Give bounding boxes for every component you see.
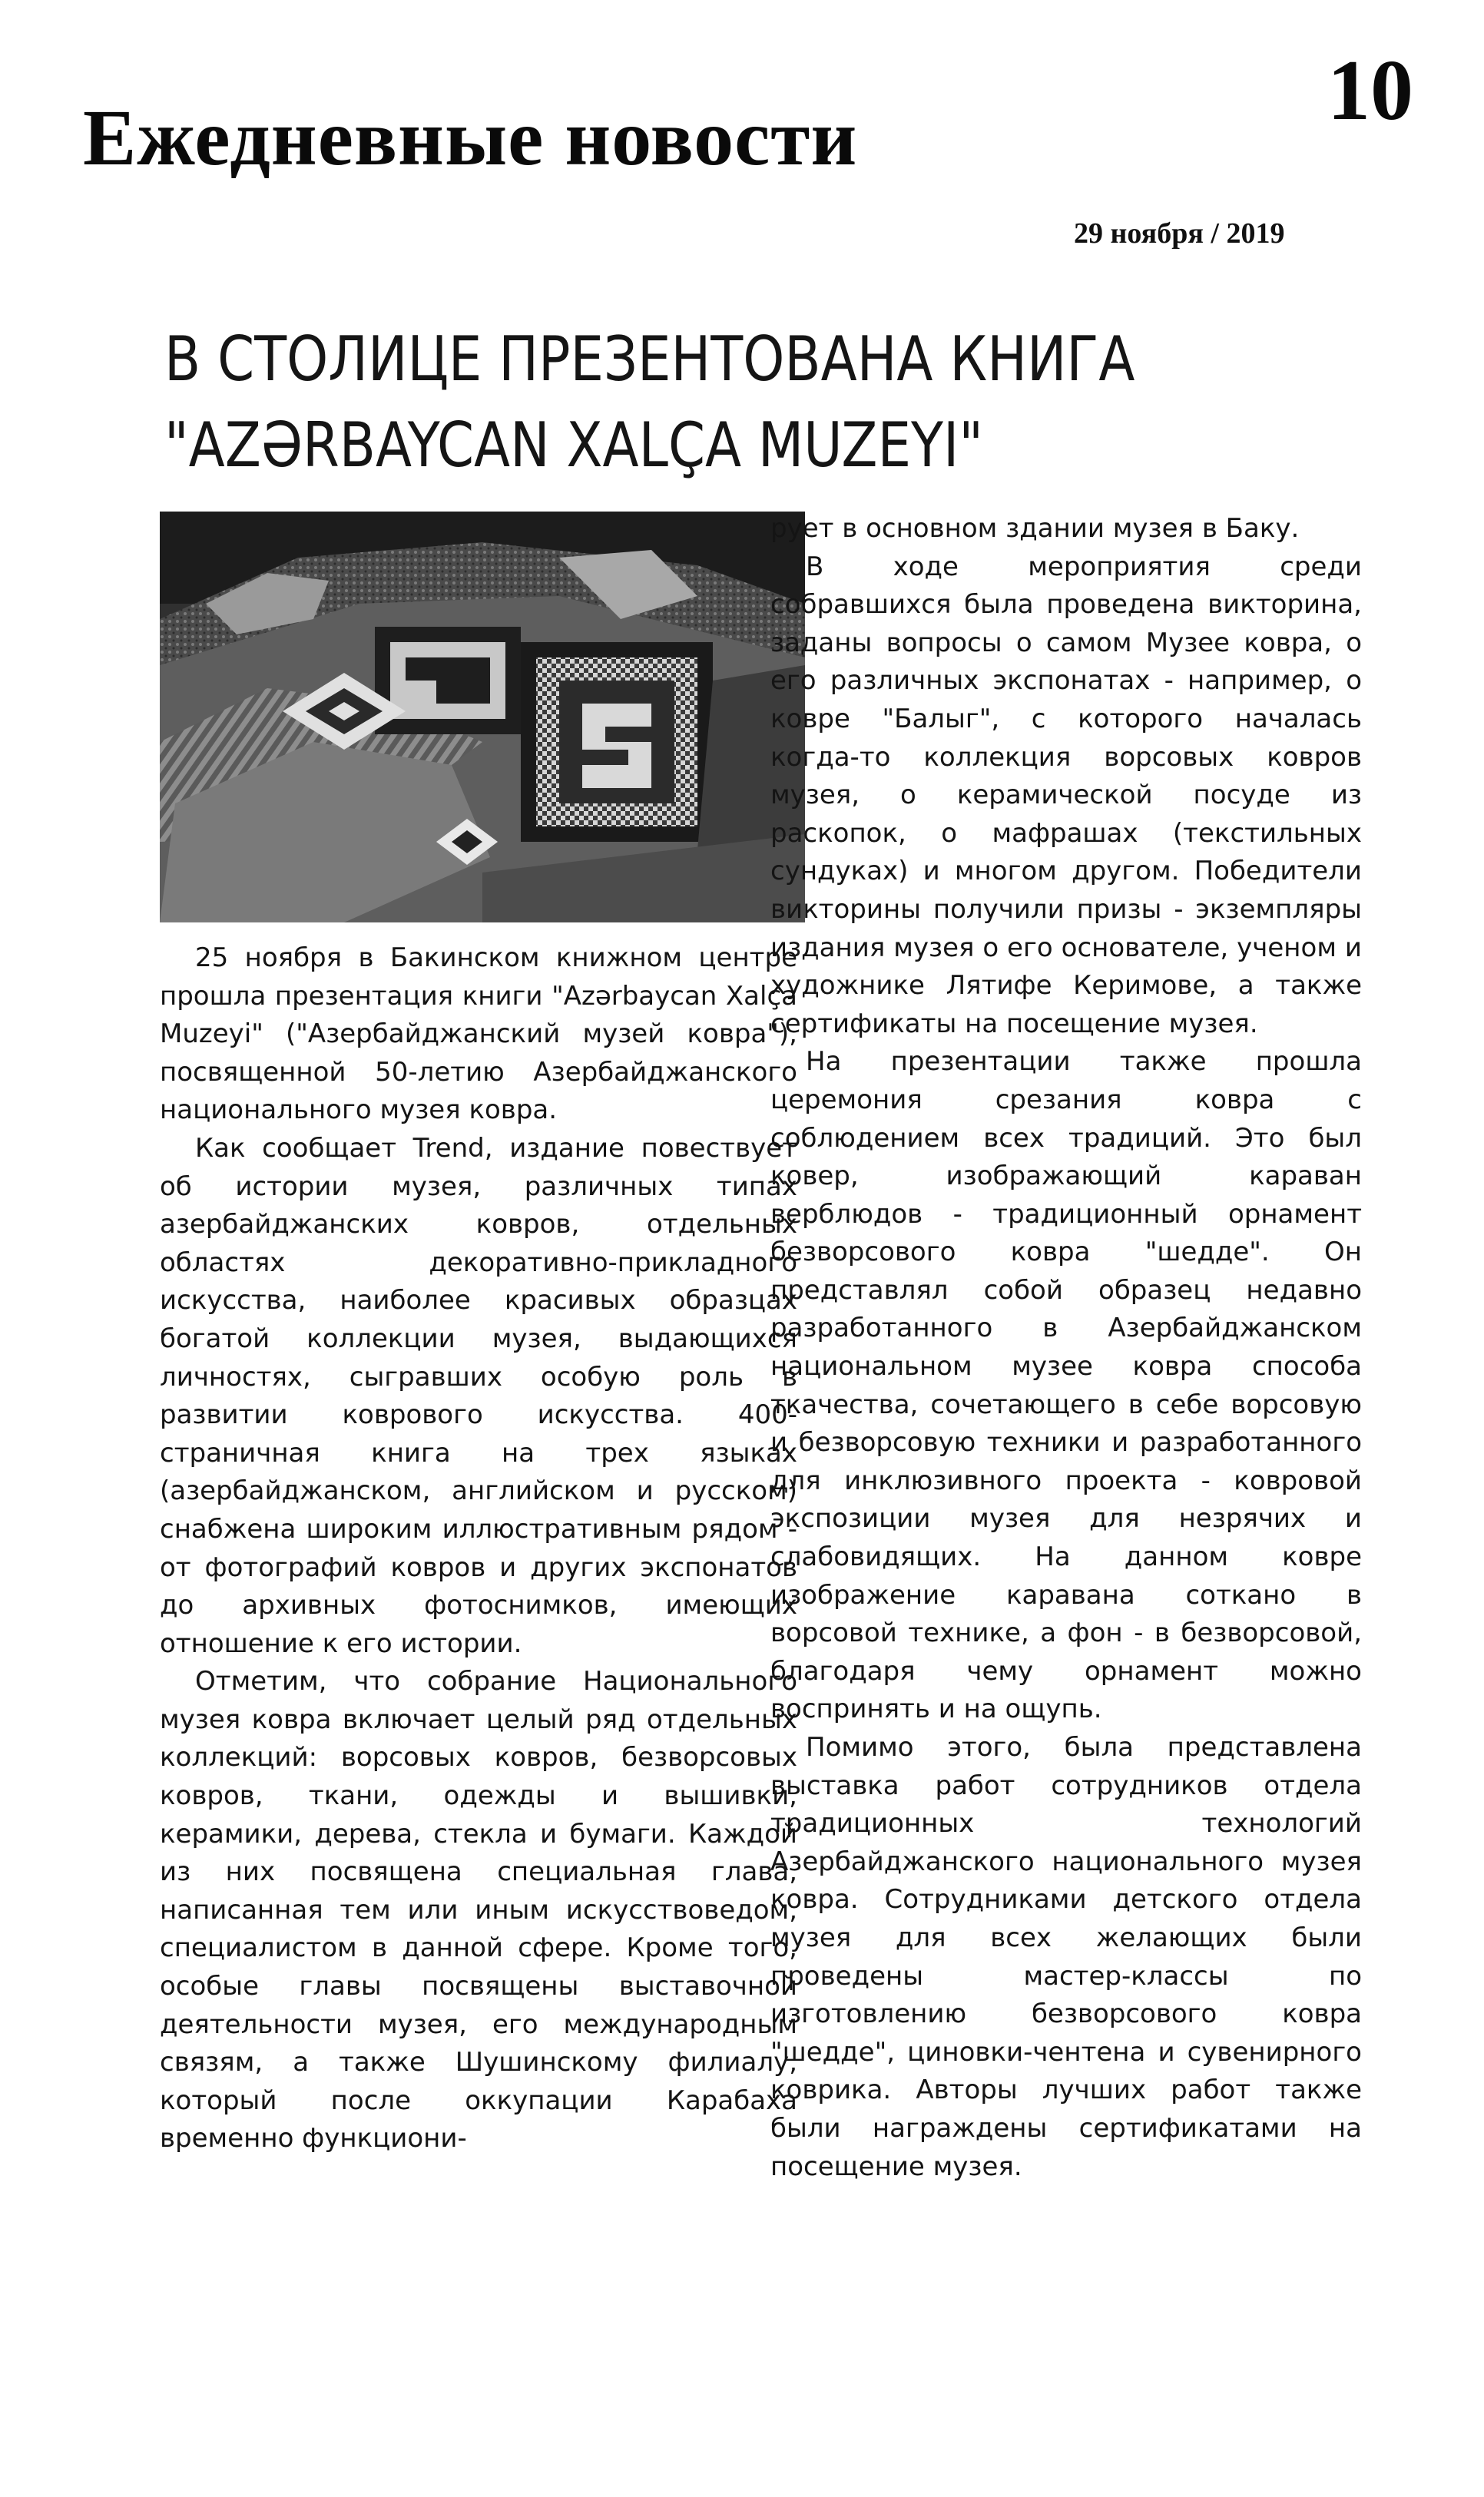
headline-line-1: В СТОЛИЦЕ ПРЕЗЕНТОВАНА КНИГА — [164, 323, 1135, 395]
article-paragraph: В ходе мероприятия среди собравшихся была проведена викторина, заданы вопросы о самом Музее ковра, о его различных экспонатах - например, о ковре "Балыг", с которого началась когда-то коллекция ворсовых ковров музея, о керамической посуде из раскопок, о мафрашах (текстильных сундуках) и многом другом. Победители викторины получили призы - экземпляры издания музея о его основателе, ученом и художнике Лятифе Керимове, а также сертификаты на посещение музея. — [770, 551, 1362, 1039]
article-paragraph: 25 ноября в Бакинском книжном центре прошла презентация книги "Azərbaycan Xalça Muzeyi" ("Азербайджанский музей ковра"), посвященной 50-летию Азербайджанского национального музея ковра. — [160, 942, 797, 1126]
article-paragraph: На презентации также прошла церемония срезания ковра с соблюдением всех традиций. Это был ковер, изображающий караван верблюдов - традиционный орнамент безворсового ковра "шедде". Он представлял собой образец недавно разработанного в Азербайджанском национальном музее ковра способа ткачества, сочетающего в себе ворсовую и безворсовую техники и разработанного для инклюзивного проекта - ковровой экспозиции музея для незрячих и слабовидящих. На данном ковре изображение каравана соткано в ворсовой технике, а фон - в безворсовой, благодаря чему орнамент можно воспринять и на ощупь. — [770, 1046, 1362, 1725]
headline-line-2: "AZƏRBAYCAN XALÇA MUZEYI" — [164, 409, 983, 481]
carpet-photo-graphic — [160, 512, 805, 922]
newspaper-masthead: Ежедневные новости — [83, 94, 858, 182]
article-headline — [164, 316, 1195, 488]
carpet-photo-icon — [160, 512, 805, 922]
article-paragraph: Как сообщает Trend, издание повествует об истории музея, различных типах азербайджанских ковров, отдельных областях декоративно-прикладного искусства, наиболее красивых образцах богатой коллекции музея, выдающихся личностях, сыгравших особую роль в развитии коврового искусства. 400-страничная книга на трех языках (азербайджанском, английском и русском) снабжена широким иллюстративным рядом - от фотографий ковров и других экспонатов до архивных фотоснимков, имеющих отношение к его истории. — [160, 1132, 797, 1659]
article-paragraph: Помимо этого, была представлена выставка работ сотрудников отдела традиционных технологий Азербайджанского национального музея ковра. Сотрудниками детского отдела музея для всех желающих были проведены мастер-классы по изготовлению безворсового ковра "шедде", циновки-чентена и сувенирного коврика. Авторы лучших работ также были награждены сертификатами на посещение музея. — [770, 1732, 1362, 2182]
page-number: 10 — [1327, 43, 1413, 138]
article-paragraph: Отметим, что собрание Национального музея ковра включает целый ряд отдельных коллекций: ворсовых ковров, безворсовых ковров, ткани, одежды и вышивки, керамики, дерева, стекла и бумаги. Каждой из них посвящена специальная глава, написанная тем или иным искусствоведом, специалистом в данной сфере. Кроме того, особые главы посвящены выставочной деятельности музея, его международным связям, а также Шушинскому филиалу, который после оккупации Карабаха временно функциони- — [160, 1666, 797, 2154]
article-left-column — [160, 939, 797, 2158]
article-paragraph-continued: рует в основном здании музея в Баку. — [770, 513, 1300, 544]
issue-date: 29 ноября / 2019 — [1074, 217, 1285, 250]
article-right-column — [770, 510, 1362, 2186]
